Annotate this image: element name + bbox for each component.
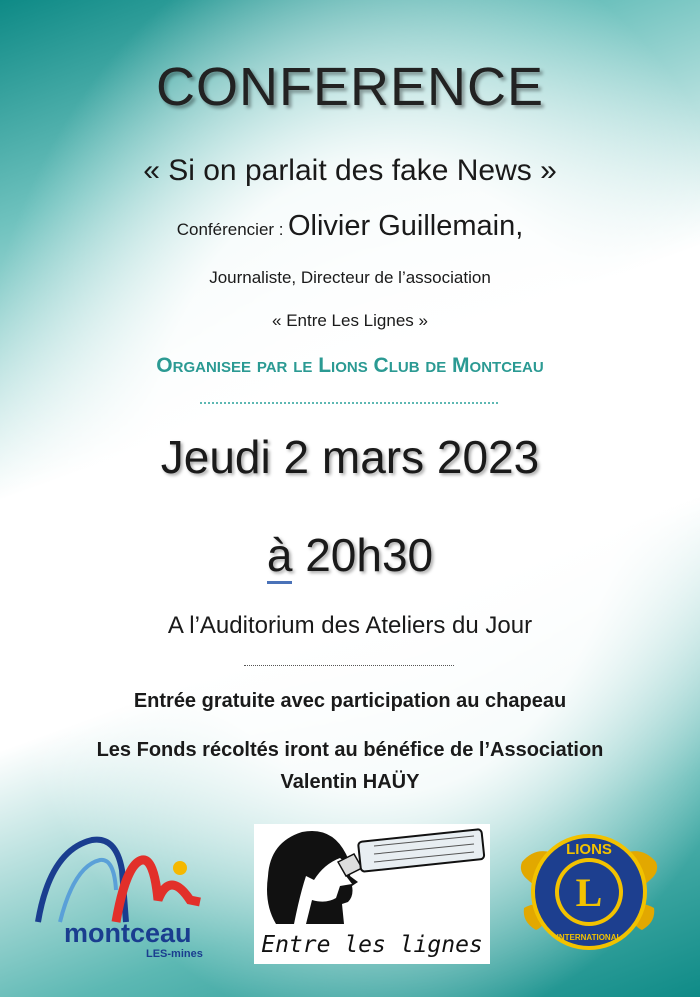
speaker-label: Conférencier : bbox=[176, 220, 284, 239]
speaker-comma: , bbox=[515, 210, 524, 242]
event-date: Jeudi 2 mars 2023 bbox=[160, 431, 540, 483]
divider bbox=[200, 402, 498, 404]
lions-bottom-text: INTERNATIONAL bbox=[556, 933, 622, 942]
lions-top-text: LIONS bbox=[566, 841, 612, 858]
time-prefix: à bbox=[267, 529, 293, 584]
funds-line-2: Valentin HAÜY bbox=[280, 771, 420, 793]
montceau-sub: LES-mines bbox=[146, 948, 203, 960]
funds-line-1: Les Fonds récoltés iront au bénéfice de l’Association bbox=[96, 739, 604, 761]
conference-subtitle: « Si on parlait des fake News » bbox=[143, 154, 557, 187]
speaker-line bbox=[0, 210, 700, 243]
montceau-name: montceau bbox=[64, 918, 192, 948]
entre-les-lignes-logo bbox=[254, 824, 490, 964]
event-time bbox=[0, 528, 700, 582]
lions-emblem-icon bbox=[514, 822, 664, 962]
time-value: 20h30 bbox=[305, 529, 434, 581]
lions-club-logo bbox=[514, 822, 664, 962]
association-name: « Entre Les Lignes » bbox=[272, 311, 428, 330]
speaker-role: Journaliste, Directeur de l’association bbox=[209, 268, 491, 287]
montceau-arc-icon bbox=[30, 830, 220, 925]
conference-title: CONFERENCE bbox=[155, 57, 545, 117]
speaker-name: Olivier Guillemain bbox=[287, 210, 516, 242]
lions-center-letter: L bbox=[575, 870, 603, 915]
montceau-logo bbox=[30, 830, 220, 960]
telescope-reader-icon bbox=[254, 824, 490, 932]
entry-info: Entrée gratuite avec participation au chapeau bbox=[133, 690, 567, 712]
divider bbox=[244, 665, 454, 666]
event-venue: A l’Auditorium des Ateliers du Jour bbox=[167, 612, 533, 639]
entre-caption: Entre les lignes bbox=[261, 932, 483, 958]
funds-info bbox=[0, 734, 700, 798]
organiser-line: Organisee par le Lions Club de Montceau bbox=[156, 354, 544, 377]
